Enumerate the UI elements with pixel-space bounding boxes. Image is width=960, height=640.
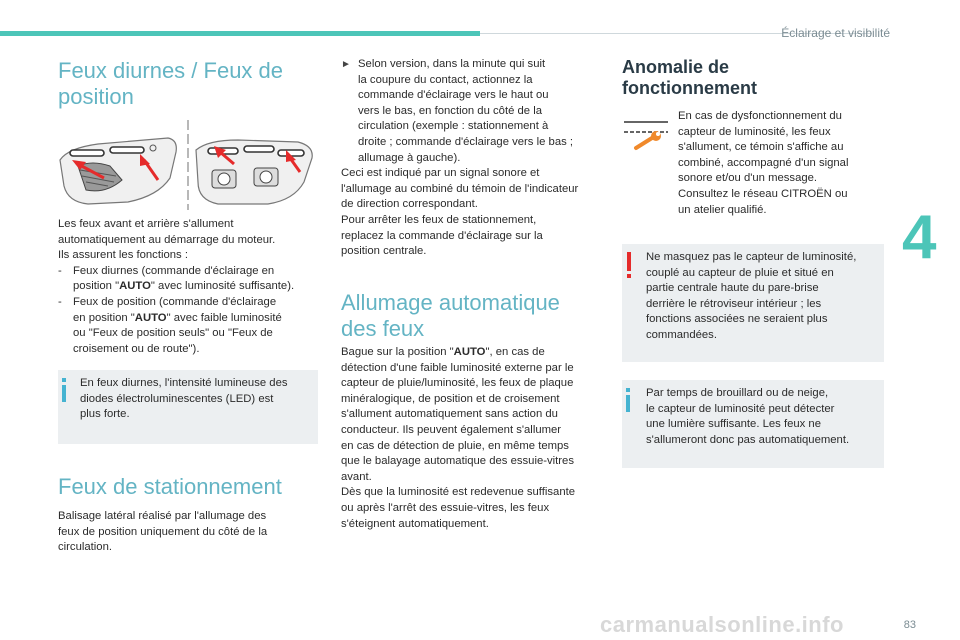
arrow-bullet-icon: ► (341, 59, 351, 70)
right-lamp-figure (196, 140, 312, 204)
warning-icon (627, 252, 631, 278)
info-icon (62, 378, 66, 402)
list-item: ► Selon version, dans la minute qui suit la coupure du contact, actionnez la commande d'éclairage vers le haut ou vers le bas, en fonction du côté de la circulation (exemple : stationnement à droite ; commande d'éclairage vers le bas ; allumage à gauche). (341, 57, 611, 166)
info-icon (626, 388, 630, 412)
malfunction-text: En cas de dysfonctionnement du capteur de luminosité, les feux s'allument, ce témoin s'affiche au combiné, accompagné d'un signal sonore et/ou d'un message. Consultez le réseau CITROËN ou un atelier qualifié. (678, 110, 849, 216)
page-number: 83 (903, 619, 916, 631)
info-box-fog: Par temps de brouillard ou de neige, le capteur de luminosité peut détecter une lumière suffisante. Les feux ne s'allumeront donc pas automatiquement. (622, 380, 884, 468)
watermark: carmanualsonline.info (600, 612, 844, 637)
malfunction-title: Anomalie de fonctionnement (622, 57, 757, 98)
lighting-fault-warning-icon (622, 112, 670, 152)
auto-lights-title: Allumage automatique des feux (341, 290, 560, 341)
parking-lights-title: Feux de stationnement (58, 474, 282, 499)
info-box-led: En feux diurnes, l'intensité lumineuse des diodes électroluminescentes (LED) est plus forte. (58, 370, 318, 444)
chapter-number: 4 (902, 203, 937, 272)
list-item: - Feux diurnes (commande d'éclairage en position "AUTO" avec luminosité suffisante). (58, 264, 295, 293)
warning-box-sensor: Ne masquez pas le capteur de luminosité, couplé au capteur de pluie et situé en partie centrale haute du pare-brise derrière le rétroviseur intérieur ; les fonctions associées ne seraient plus commandées. (622, 244, 884, 362)
auto-lights-text: Bague sur la position "AUTO", en cas de détection d'une faible luminosité externe par le capteur de pluie/luminosité, les feux de plaque minéralogique, de position et de croisement s'allument automatiquement sans action du conducteur. Ils peuvent également s'allumer en cas de détection de pluie, en même temps que le balayage automatique des essuie-vitres avant. Dès que la luminosité est redevenue suffisante ou après l'arrêt des essuie-vitres, les feux s'éteignent automatiquement. (341, 346, 576, 530)
headlight-illustration (58, 120, 318, 210)
left-lamp-figure (60, 138, 176, 204)
daytime-lights-title: Feux diurnes / Feux de position (58, 58, 284, 109)
section-title: Éclairage et visibilité (781, 26, 890, 40)
header-accent-bar (0, 31, 480, 36)
parking-instructions: ► Selon version, dans la minute qui suit la coupure du contact, actionnez la commande d'éclairage vers le haut ou vers le bas, en fonction du côté de la circulation (exemple : stationnement à droite ; commande d'éclairage vers le bas ; allumage à gauche). Ceci est indiqué par un signal sonore et l'allumage au combiné du témoin de l'indicateur de direction correspondant. Pour arrêter les feux de stationnement, replacez la commande d'éclairage sur la position centrale. (341, 57, 611, 260)
daytime-lights-text: Les feux avant et arrière s'allument automatiquement au démarrage du moteur. Ils assurent les fonctions : - Feux diurnes (commande d'éclairage en position "AUTO" avec luminosité suffisante). - Feux de position (commande d'éclairage en position "AUTO" avec faible luminosité ou "Feux de position seuls" ou "Feux de croisement ou de route"). (58, 217, 328, 357)
list-item: - Feux de position (commande d'éclairage en position "AUTO" avec faible luminosité ou "Feux de position seuls" ou "Feux de croisement ou de route"). (58, 295, 282, 355)
parking-lights-text: Balisage latéral réalisé par l'allumage des feux de position uniquement du côté de la circulation. (58, 510, 268, 554)
